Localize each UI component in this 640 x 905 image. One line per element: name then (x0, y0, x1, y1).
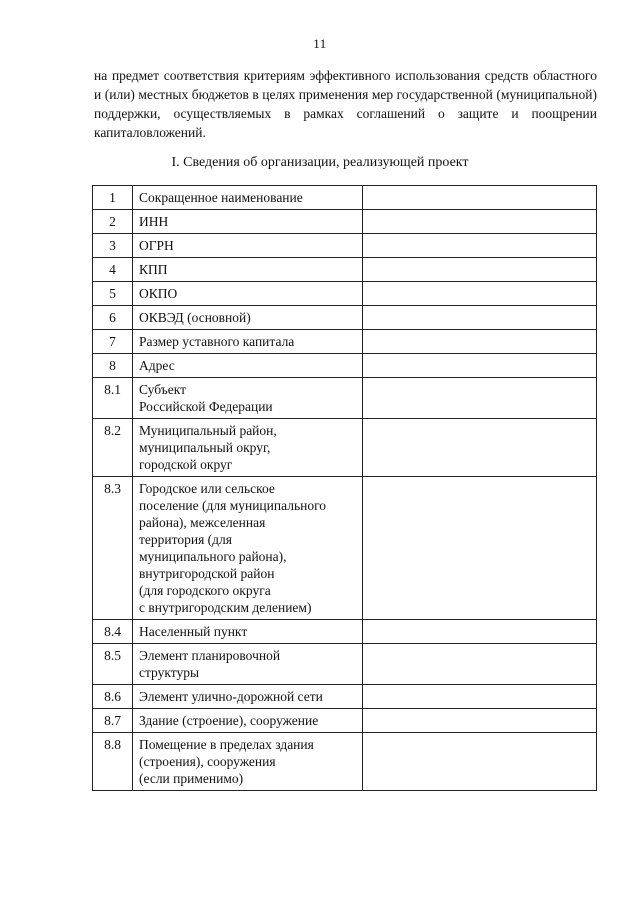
row-value-cell[interactable] (363, 306, 597, 330)
row-number: 8.2 (93, 419, 133, 477)
table-row (93, 620, 597, 644)
row-label-line: внутригородской район (139, 566, 275, 581)
row-value-cell[interactable] (363, 419, 597, 477)
row-number: 2 (93, 210, 133, 234)
section-title: I. Сведения об организации, реализующей проект (171, 155, 469, 170)
row-number: 6 (93, 306, 133, 330)
row-number: 8.6 (93, 685, 133, 709)
row-label-line: ОКВЭД (основной) (139, 310, 251, 325)
row-label-line: Населенный пункт (139, 624, 248, 639)
row-value-cell[interactable] (363, 258, 597, 282)
row-label-line: Сокращенное наименование (139, 190, 303, 205)
row-label (133, 685, 363, 709)
row-label-line: с внутригородским делением) (139, 600, 312, 615)
row-value-cell[interactable] (363, 733, 597, 791)
row-label-line: Размер уставного капитала (139, 334, 295, 349)
row-number: 8.5 (93, 644, 133, 685)
row-label (133, 419, 363, 477)
row-label (133, 210, 363, 234)
table-row (93, 709, 597, 733)
row-label (133, 733, 363, 791)
row-value-cell[interactable] (363, 477, 597, 620)
row-number: 8.4 (93, 620, 133, 644)
row-number: 8.1 (93, 378, 133, 419)
row-number: 3 (93, 234, 133, 258)
row-number: 8.7 (93, 709, 133, 733)
row-label (133, 477, 363, 620)
row-value-cell[interactable] (363, 354, 597, 378)
row-label-line: муниципального района), (139, 549, 287, 564)
table-row (93, 234, 597, 258)
row-label-line: КПП (139, 262, 168, 277)
table-row (93, 733, 597, 791)
row-label (133, 258, 363, 282)
page-number: 11 (313, 36, 327, 51)
table-row (93, 210, 597, 234)
row-value-cell[interactable] (363, 330, 597, 354)
row-label (133, 234, 363, 258)
row-label-line: Субъект (139, 382, 187, 397)
row-number: 4 (93, 258, 133, 282)
row-label (133, 644, 363, 685)
row-value-cell[interactable] (363, 210, 597, 234)
row-number: 8.3 (93, 477, 133, 620)
row-value-cell[interactable] (363, 685, 597, 709)
table-row (93, 282, 597, 306)
row-label (133, 378, 363, 419)
table-row (93, 378, 597, 419)
row-label-line: Здание (строение), сооружение (139, 713, 319, 728)
row-number: 8.8 (93, 733, 133, 791)
row-number: 5 (93, 282, 133, 306)
row-value-cell[interactable] (363, 644, 597, 685)
row-label-line: Адрес (139, 358, 175, 373)
row-value-cell[interactable] (363, 234, 597, 258)
row-label (133, 330, 363, 354)
row-label-line: района), межселенная (139, 515, 266, 530)
row-label-line: муниципальный округ, (139, 440, 271, 455)
intro-paragraph: на предмет соответствия критериям эффективного использования средств областного и (или) местных бюджетов в целях применения мер государственной (муниципальной) поддержки, осуществляемых в рамках соглашений о защите и поощрении капиталовложений. (94, 68, 597, 140)
row-label-line: Элемент улично-дорожной сети (139, 689, 323, 704)
table-row (93, 419, 597, 477)
row-label-line: Муниципальный район, (139, 423, 277, 438)
row-label-line: (строения), сооружения (139, 754, 276, 769)
row-label-line: ИНН (139, 214, 169, 229)
row-value-cell[interactable] (363, 620, 597, 644)
row-label (133, 620, 363, 644)
organization-info-table-body (93, 186, 597, 791)
row-number: 1 (93, 186, 133, 210)
row-label-line: структуры (139, 665, 200, 680)
row-label-line: Городское или сельское (139, 481, 275, 496)
row-label-line: Элемент планировочной (139, 648, 281, 663)
table-row (93, 186, 597, 210)
row-number: 8 (93, 354, 133, 378)
row-number: 7 (93, 330, 133, 354)
row-label (133, 282, 363, 306)
row-label-line: (если применимо) (139, 771, 244, 786)
table-row (93, 330, 597, 354)
table-row (93, 685, 597, 709)
table-row (93, 477, 597, 620)
row-value-cell[interactable] (363, 282, 597, 306)
table-row (93, 354, 597, 378)
row-label (133, 186, 363, 210)
table-row (93, 644, 597, 685)
row-label-line: территория (для (139, 532, 232, 547)
row-label (133, 354, 363, 378)
row-label-line: (для городского округа (139, 583, 271, 598)
row-label-line: ОГРН (139, 238, 174, 253)
row-label-line: Помещение в пределах здания (139, 737, 314, 752)
row-value-cell[interactable] (363, 186, 597, 210)
organization-info-table (92, 185, 597, 791)
row-label (133, 306, 363, 330)
row-label (133, 709, 363, 733)
table-row (93, 306, 597, 330)
row-value-cell[interactable] (363, 709, 597, 733)
row-label-line: Российской Федерации (139, 399, 273, 414)
row-label-line: поселение (для муниципального (139, 498, 327, 513)
row-label-line: городской округ (139, 457, 233, 472)
row-value-cell[interactable] (363, 378, 597, 419)
row-label-line: ОКПО (139, 286, 178, 301)
table-row (93, 258, 597, 282)
